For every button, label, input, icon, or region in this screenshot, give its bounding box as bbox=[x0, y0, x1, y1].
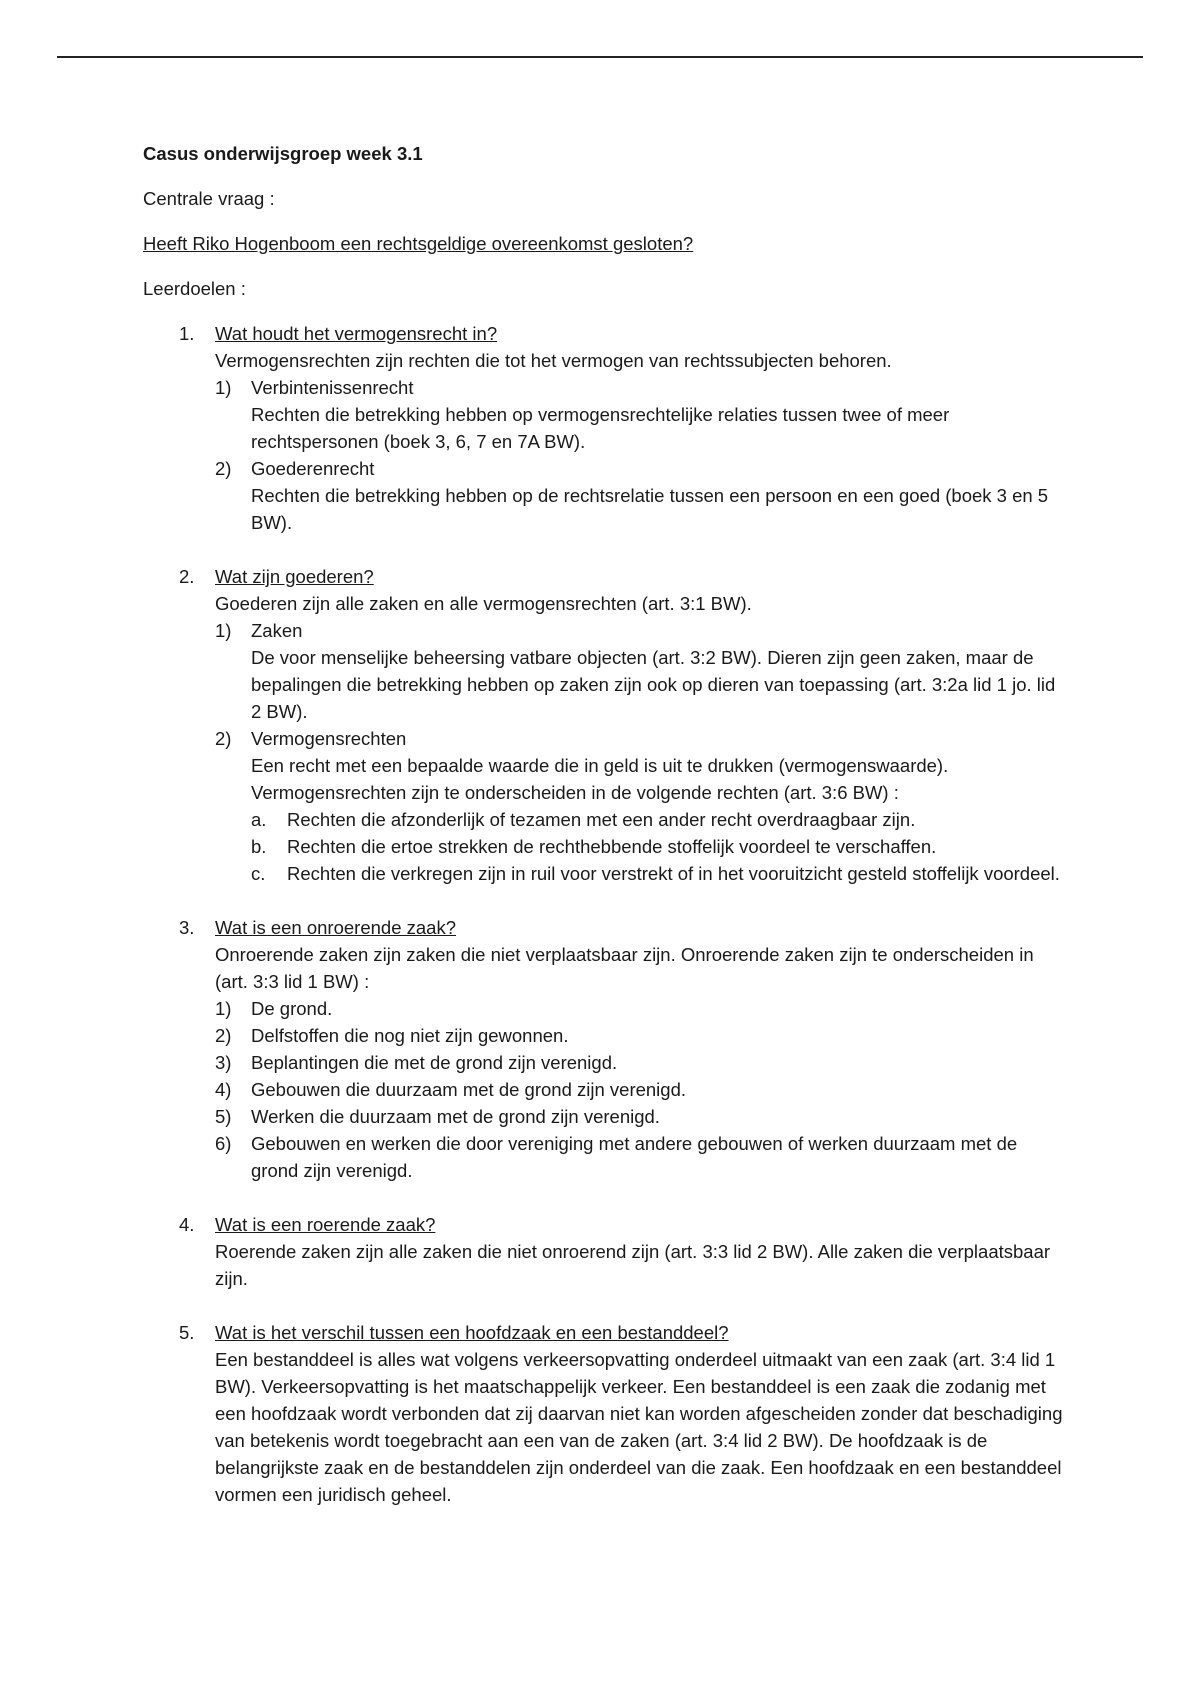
goal-number: 2. bbox=[179, 566, 195, 587]
goal-number: 3. bbox=[179, 917, 195, 938]
sub-item bbox=[215, 374, 1063, 455]
sub-number: 2) bbox=[215, 728, 232, 749]
sub-number: 1) bbox=[215, 620, 232, 641]
goal-question: Wat houdt het vermogensrecht in? bbox=[215, 323, 498, 344]
learning-goal-1 bbox=[143, 320, 1063, 536]
central-question-label: Centrale vraag : bbox=[143, 188, 275, 209]
sub-label: Vermogensrechten bbox=[251, 728, 407, 749]
alpha-text: Rechten die verkregen zijn in ruil voor verstrekt of in het vooruitzicht gesteld stoffelijk voordeel. bbox=[287, 863, 1060, 884]
sub-label: Zaken bbox=[251, 620, 303, 641]
alpha-letter: a. bbox=[251, 809, 267, 830]
goal-question: Wat is het verschil tussen een hoofdzaak en een bestanddeel? bbox=[215, 1322, 729, 1343]
sub-number: 2) bbox=[215, 1025, 232, 1046]
sub-number: 1) bbox=[215, 998, 232, 1019]
goal-number: 1. bbox=[179, 323, 195, 344]
sub-text: Een recht met een bepaalde waarde die in geld is uit te drukken (vermogenswaarde). Vermogensrechten zijn te onderscheiden in de volgende rechten (art. 3:6 BW) : bbox=[251, 755, 949, 803]
goal-answer: Onroerende zaken zijn zaken die niet verplaatsbaar zijn. Onroerende zaken zijn te onderscheiden in (art. 3:3 lid 1 BW) : bbox=[215, 944, 1034, 992]
goal-answer: Goederen zijn alle zaken en alle vermogensrechten (art. 3:1 BW). bbox=[215, 593, 752, 614]
document-title: Casus onderwijsgroep week 3.1 bbox=[143, 143, 423, 164]
sub-text: Werken die duurzaam met de grond zijn verenigd. bbox=[251, 1106, 660, 1127]
alpha-letter: c. bbox=[251, 863, 266, 884]
goal-number: 4. bbox=[179, 1214, 195, 1235]
sub-number: 4) bbox=[215, 1079, 232, 1100]
sub-list bbox=[215, 374, 1063, 536]
top-rule bbox=[57, 56, 1143, 58]
sub-number: 1) bbox=[215, 377, 232, 398]
alpha-item bbox=[251, 833, 1063, 860]
goal-answer: Vermogensrechten zijn rechten die tot het vermogen van rechtssubjecten behoren. bbox=[215, 350, 892, 371]
sub-item bbox=[215, 1049, 1063, 1076]
sub-text: Gebouwen die duurzaam met de grond zijn verenigd. bbox=[251, 1079, 687, 1100]
goal-question: Wat is een roerende zaak? bbox=[215, 1214, 436, 1235]
sub-text: Delfstoffen die nog niet zijn gewonnen. bbox=[251, 1025, 569, 1046]
learning-goal-4 bbox=[143, 1211, 1063, 1292]
sub-text: De grond. bbox=[251, 998, 333, 1019]
sub-text: Gebouwen en werken die door vereniging met andere gebouwen of werken duurzaam met de grond zijn verenigd. bbox=[251, 1133, 1018, 1181]
sub-text: Rechten die betrekking hebben op vermogensrechtelijke relaties tussen twee of meer rechtspersonen (boek 3, 6, 7 en 7A BW). bbox=[251, 404, 950, 452]
alpha-text: Rechten die ertoe strekken de rechthebbende stoffelijk voordeel te verschaffen. bbox=[287, 836, 937, 857]
sub-item bbox=[215, 1022, 1063, 1049]
goal-answer: Roerende zaken zijn alle zaken die niet onroerend zijn (art. 3:3 lid 2 BW). Alle zaken die verplaatsbaar zijn. bbox=[215, 1241, 1051, 1289]
sub-item bbox=[215, 1103, 1063, 1130]
learning-goal-5 bbox=[143, 1319, 1063, 1508]
sub-item bbox=[215, 1130, 1063, 1184]
sub-number: 6) bbox=[215, 1133, 232, 1154]
sub-text: Rechten die betrekking hebben op de rechtsrelatie tussen een persoon en een goed (boek 3 en 5 BW). bbox=[251, 485, 1049, 533]
sub-label: Goederenrecht bbox=[251, 458, 375, 479]
sub-text: De voor menselijke beheersing vatbare objecten (art. 3:2 BW). Dieren zijn geen zaken, maar de bepalingen die betrekking hebben op zaken zijn ook op dieren van toepassing (art. 3:2a lid 1 jo. lid 2 BW). bbox=[251, 647, 1056, 722]
alpha-item bbox=[251, 860, 1063, 887]
central-question: Heeft Riko Hogenboom een rechtsgeldige overeenkomst gesloten? bbox=[143, 233, 694, 254]
sub-list bbox=[215, 617, 1063, 887]
sub-list bbox=[215, 995, 1063, 1184]
alpha-list bbox=[251, 806, 1063, 887]
document-page bbox=[143, 140, 1063, 1535]
goal-number: 5. bbox=[179, 1322, 195, 1343]
learning-goal-2 bbox=[143, 563, 1063, 887]
learning-goals-label: Leerdoelen : bbox=[143, 278, 246, 299]
alpha-letter: b. bbox=[251, 836, 267, 857]
sub-label: Verbintenissenrecht bbox=[251, 377, 414, 398]
goal-question: Wat zijn goederen? bbox=[215, 566, 374, 587]
sub-item bbox=[215, 725, 1063, 887]
learning-goal-3 bbox=[143, 914, 1063, 1184]
alpha-item bbox=[251, 806, 1063, 833]
goal-answer: Een bestanddeel is alles wat volgens verkeersopvatting onderdeel uitmaakt van een zaak (art. 3:4 lid 1 BW). Verkeersopvatting is het maatschappelijk verkeer. Een bestanddeel is een zaak die zodanig met een hoofdzaak wordt verbonden dat zij daarvan niet kan worden afgescheiden zonder dat beschadiging van betekenis wordt toegebracht aan een van de zaken (art. 3:4 lid 2 BW). De hoofdzaak is de belangrijkste zaak en de bestanddelen zijn onderdeel van die zaak. Een hoofdzaak en een bestanddeel vormen een juridisch geheel. bbox=[215, 1349, 1063, 1505]
sub-text: Beplantingen die met de grond zijn verenigd. bbox=[251, 1052, 618, 1073]
sub-item bbox=[215, 617, 1063, 725]
sub-item bbox=[215, 995, 1063, 1022]
sub-number: 2) bbox=[215, 458, 232, 479]
sub-item bbox=[215, 455, 1063, 536]
goal-question: Wat is een onroerende zaak? bbox=[215, 917, 456, 938]
learning-goals-list bbox=[143, 320, 1063, 1508]
sub-number: 3) bbox=[215, 1052, 232, 1073]
alpha-text: Rechten die afzonderlijk of tezamen met een ander recht overdraagbaar zijn. bbox=[287, 809, 916, 830]
sub-number: 5) bbox=[215, 1106, 232, 1127]
sub-item bbox=[215, 1076, 1063, 1103]
